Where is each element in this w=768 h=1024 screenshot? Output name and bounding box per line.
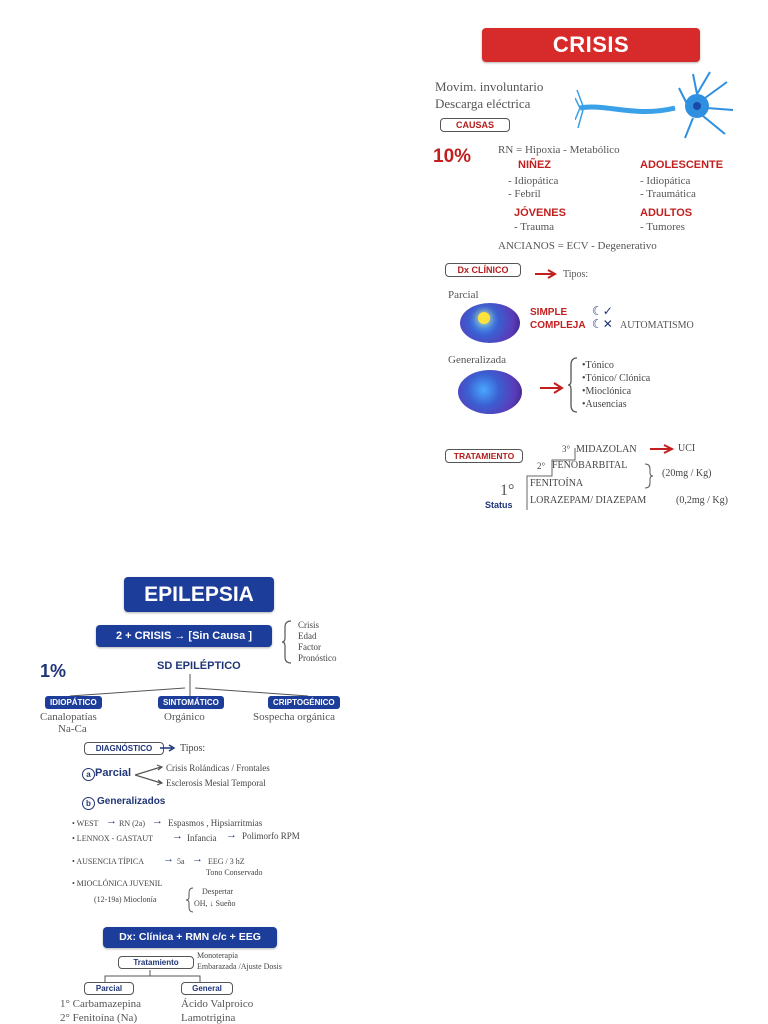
dx-clinico-label: Dx CLÍNICO xyxy=(445,263,521,277)
west-label: • WEST xyxy=(72,819,99,828)
gen-item-2: •Tónico/ Clónica xyxy=(582,373,651,384)
brain-focus-dot xyxy=(478,312,490,324)
compleja-x-icon: ☾✕ xyxy=(592,317,613,331)
brace-item-3: Factor xyxy=(298,642,321,652)
simple-label: SIMPLE xyxy=(530,307,568,318)
parcial-item-1: Crisis Rolándicas / Frontales xyxy=(166,763,270,773)
crisis-percent: 10% xyxy=(433,146,472,167)
aus-tono: Tono Conservado xyxy=(206,868,263,877)
fork-arrow-icon xyxy=(135,764,165,786)
brain-general-icon xyxy=(458,370,522,414)
ninez-item-2: - Febril xyxy=(508,188,541,200)
epi-parcial: Parcial xyxy=(95,767,132,779)
gen-item-1: •Tónico xyxy=(582,360,614,371)
mio-item-2: OH, ↓ Sueño xyxy=(194,899,236,908)
ancianos-text: ANCIANOS = ECV - Degenerativo xyxy=(498,240,657,252)
general-drug-label: General xyxy=(181,982,233,995)
adolescente-title: ADOLESCENTE xyxy=(640,159,724,171)
neuron-icon xyxy=(575,68,735,140)
west-rn: RN (2a) xyxy=(119,819,145,828)
crisis-title: CRISIS CONVULSIVA xyxy=(482,28,700,62)
jovenes-title: JÓVENES xyxy=(514,207,566,219)
epi-tipos: Tipos: xyxy=(180,743,206,754)
brace-icon xyxy=(568,357,578,413)
status-label: Status xyxy=(485,500,513,510)
simple-check-icon: ☾✓ xyxy=(592,304,613,318)
tratamiento-label-epi: Tratamiento xyxy=(118,956,194,969)
criptogenico-badge: CRIPTOGÉNICO xyxy=(268,696,340,709)
lennox-label: • LENNOX - GASTAUT xyxy=(72,834,154,843)
parcial-item-2: Esclerosis Mesial Temporal xyxy=(166,778,266,788)
tratamiento-label: TRATAMIENTO xyxy=(445,449,523,463)
arrow-right-icon xyxy=(535,269,559,279)
dose-2: (0,2mg / Kg) xyxy=(676,495,728,506)
mioclonica-label: • MIOCLÓNICA JUVENIL xyxy=(72,879,163,888)
generalizada-label: Generalizada xyxy=(448,354,507,366)
parcial-label: Parcial xyxy=(448,289,479,301)
generalizados-label: Generalizados xyxy=(97,796,166,807)
brace-icon xyxy=(645,463,653,489)
crisis-intro-1: Movim. involuntario xyxy=(435,79,544,94)
arrow-icon: → xyxy=(172,830,183,842)
sd-epileptico: SD EPILÉPTICO xyxy=(157,660,241,672)
definition-box: 2 + CRISIS → [Sin Causa ] xyxy=(96,625,272,647)
aus-eeg: EEG / 3 hZ xyxy=(208,857,245,866)
general-drug-1: Ácido Valproico xyxy=(181,998,254,1010)
arrow-icon: → xyxy=(192,853,203,865)
aus-5a: 5a xyxy=(177,857,185,866)
adultos-title: ADULTOS xyxy=(640,207,693,219)
fenitoina: FENITOÍNA xyxy=(530,478,584,489)
jovenes-item-1: - Trauma xyxy=(514,221,555,233)
arrow-icon: → xyxy=(226,829,237,841)
epilepsia-title: EPILEPSIA xyxy=(124,577,274,612)
compleja-label: COMPLEJA xyxy=(530,320,586,331)
idio-text-1: Canalopatías xyxy=(40,711,97,723)
parcial-mark: a xyxy=(82,768,95,781)
gen-item-3: •Mioclónica xyxy=(582,386,632,397)
adultos-item-1: - Tumores xyxy=(640,221,685,233)
idio-text-2: Na-Ca xyxy=(58,723,87,735)
adolescente-item-2: - Traumática xyxy=(640,188,696,200)
idiopatico-badge: IDIOPÁTICO xyxy=(45,696,102,709)
causas-label: CAUSAS xyxy=(440,118,510,132)
brain-partial-icon xyxy=(460,303,520,343)
cripto-text: Sospecha orgánica xyxy=(253,711,335,723)
lennox-res: Polimorfo RPM xyxy=(242,831,300,841)
parcial-drug-2: 2° Fenitoína (Na) xyxy=(60,1012,138,1024)
lennox-inf: Infancia xyxy=(187,833,217,843)
t1-num: 1° xyxy=(500,482,515,499)
t2-num: 2° xyxy=(537,461,546,471)
brace-item-2: Edad xyxy=(298,631,317,641)
ninez-item-1: - Idiopática xyxy=(508,175,559,187)
dose-1: (20mg / Kg) xyxy=(662,468,712,479)
brace-item-4: Pronóstico xyxy=(298,653,337,663)
arrow-right-icon xyxy=(160,744,176,752)
gen-item-4: •Ausencias xyxy=(582,399,627,410)
gen-mark: b xyxy=(82,797,95,810)
diagnostico-label: DIAGNÓSTICO xyxy=(84,742,164,755)
classification-tree xyxy=(60,674,330,698)
ausencia-label: • AUSENCIA TÍPICA xyxy=(72,857,144,866)
brace-icon xyxy=(186,887,194,913)
automatismo-text: AUTOMATISMO xyxy=(620,320,694,331)
adolescente-item-1: - Idiopática xyxy=(640,175,691,187)
arrow-right-icon xyxy=(540,382,566,394)
general-drug-2: Lamotrigina xyxy=(181,1012,236,1024)
trat-item-2: Embarazada /Ajuste Dosis xyxy=(197,962,282,971)
t3-drug: MIDAZOLAN xyxy=(576,444,637,455)
brace-icon xyxy=(282,620,292,664)
epilepsia-percent: 1% xyxy=(40,661,67,681)
brace-item-1: Crisis xyxy=(298,620,320,630)
sintomatico-badge: SINTOMÁTICO xyxy=(158,696,224,709)
crisis-intro-2: Descarga eléctrica xyxy=(435,96,531,111)
rn-text: RN = Hipoxia - Metabólico xyxy=(498,144,620,156)
t1-drug: LORAZEPAM/ DIAZEPAM xyxy=(530,495,647,506)
crisis-tipos: Tipos: xyxy=(563,269,589,280)
parcial-drug-label: Parcial xyxy=(84,982,134,995)
trat-item-1: Monoterapia xyxy=(197,951,238,960)
arrow-icon: → xyxy=(152,815,163,827)
uci-text: UCI xyxy=(678,443,696,454)
parcial-drug-1: 1° Carbamazepina xyxy=(60,998,142,1010)
sinto-text: Orgánico xyxy=(164,711,205,723)
ninez-title: NIÑEZ xyxy=(518,159,551,171)
mio-item-1: Despertar xyxy=(202,887,234,896)
t3-num: 3° xyxy=(562,444,571,454)
mio-age: (12-19a) Mioclonía xyxy=(94,895,157,904)
arrow-icon: → xyxy=(106,815,117,827)
west-res: Espasmos , Hipsiarritmias xyxy=(168,818,263,828)
arrow-right-icon xyxy=(650,444,676,454)
dx-box: Dx: Clínica + RMN c/c + EEG xyxy=(103,927,277,948)
t2-drug: FENOBARBITAL xyxy=(552,460,628,471)
arrow-icon: → xyxy=(163,853,174,865)
